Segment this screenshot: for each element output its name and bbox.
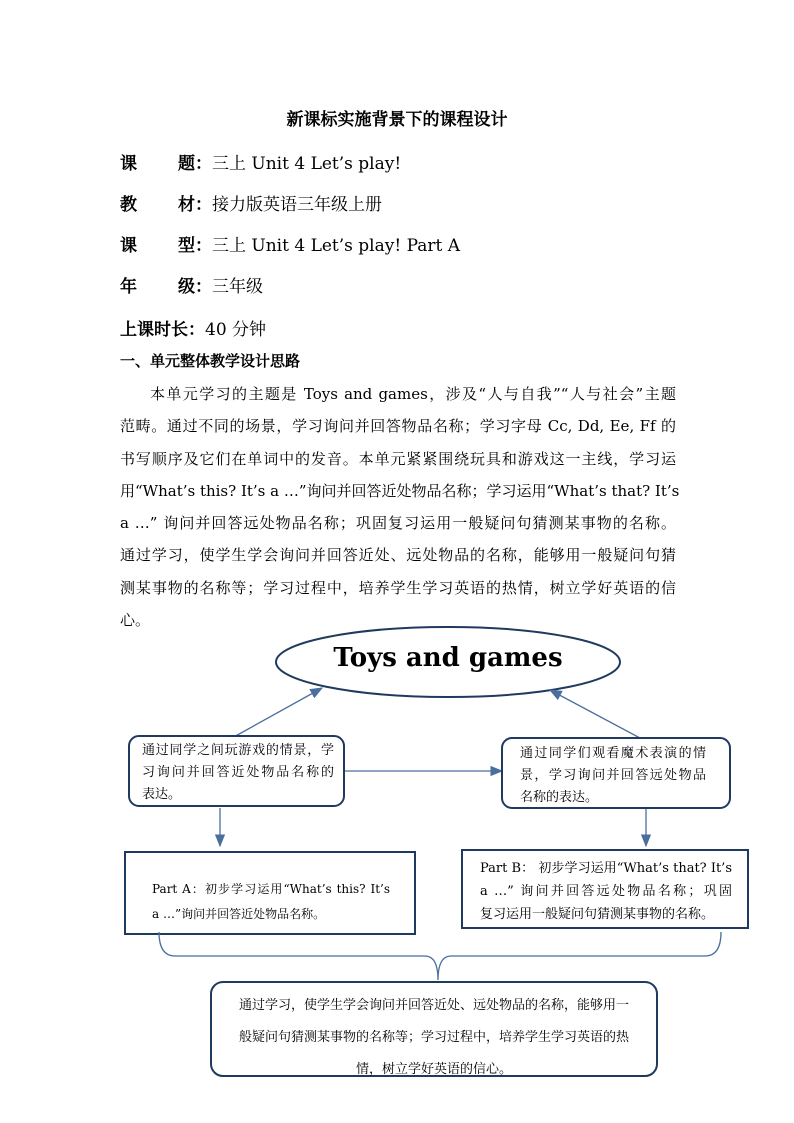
part-a-line: Part A：初步学习运用“What’s this? It’s — [152, 882, 390, 896]
right-scene-line: 名称的表达。 — [520, 790, 599, 805]
meta-label: 年 级： — [120, 277, 212, 297]
meta-value: 接力版英语三年级上册 — [212, 195, 382, 215]
arrow-left-to-theme — [232, 688, 322, 738]
summary-text — [222, 990, 646, 1086]
arrow-right-to-theme — [550, 690, 640, 738]
brace — [159, 932, 721, 980]
part-a-line: a …”询问并回答近处物品名称。 — [152, 907, 326, 921]
left-scene-line: 通过同学之间玩游戏的情景，学 — [142, 743, 334, 758]
paragraph-line: 书写顺序及它们在单词中的发音。本单元紧紧围绕玩具和游戏这一主线，学习运 — [120, 449, 676, 468]
left-scene-line: 习询问并回答近处物品名称的 — [142, 765, 334, 780]
summary-line: 般疑问句猜测某事物的名称等；学习过程中，培养学生学习英语的热 — [238, 1030, 629, 1045]
theme-title: Toys and games — [333, 643, 563, 673]
part-b-line: a …” 询问并回答远处物品名称；巩固 — [480, 884, 732, 899]
meta-value: 40 分钟 — [205, 320, 267, 340]
section-heading: 一、单元整体教学设计思路 — [120, 352, 301, 370]
part-b-text — [480, 857, 732, 926]
summary-line: 情，树立学好英语的信心。 — [355, 1062, 512, 1077]
meta-label: 教 材： — [120, 195, 212, 215]
paragraph-line: 心。 — [120, 611, 151, 630]
meta-value: 三上 Unit 4 Let’s play! Part A — [212, 236, 461, 256]
paragraph-line: a …” 询问并回答远处物品名称；巩固复习运用一般疑问句猜测某事物的名称。 — [120, 514, 676, 533]
meta-value: 三年级 — [212, 277, 263, 297]
paragraph-line: 本单元学习的主题是 Toys and games，涉及“人与自我”“人与社会”主题 — [150, 385, 676, 403]
summary-line: 通过学习，使学生学会询问并回答近处、远处物品的名称，能够用一 — [238, 998, 629, 1013]
paragraph-line: 范畴。通过不同的场景，学习询问并回答物品名称；学习字母 Cc, Dd, Ee, Ff 的 — [120, 417, 676, 436]
meta-value: 三上 Unit 4 Let’s play! — [212, 154, 402, 174]
meta-label: 上课时长： — [120, 320, 205, 340]
paragraph-line: 测某事物的名称等；学习过程中，培养学生学习英语的热情，树立学好英语的信 — [120, 578, 676, 597]
part-b-line: 复习运用一般疑问句猜测某事物的名称。 — [480, 907, 715, 922]
part-b-line: Part B： 初步学习运用“What’s that? It’s — [480, 861, 732, 876]
meta-label: 课 型： — [120, 236, 212, 256]
left-scene-text — [142, 740, 334, 806]
meta-label: 课 题： — [120, 154, 212, 174]
part-a-text — [152, 877, 390, 927]
left-scene-line: 表达。 — [142, 787, 182, 802]
paragraph-line: 用“What’s this? It’s a …”询问并回答近处物品名称；学习运用“What’s that? It’s — [120, 481, 680, 500]
right-scene-line: 景，学习询问并回答远处物品 — [520, 768, 706, 783]
right-scene-line: 通过同学们观看魔术表演的情 — [520, 746, 706, 761]
right-scene-text — [520, 743, 706, 809]
page-title: 新课标实施背景下的课程设计 — [286, 110, 508, 130]
paragraph-line: 通过学习，使学生学会询问并回答近处、远处物品的名称，能够用一般疑问句猜 — [120, 546, 676, 565]
